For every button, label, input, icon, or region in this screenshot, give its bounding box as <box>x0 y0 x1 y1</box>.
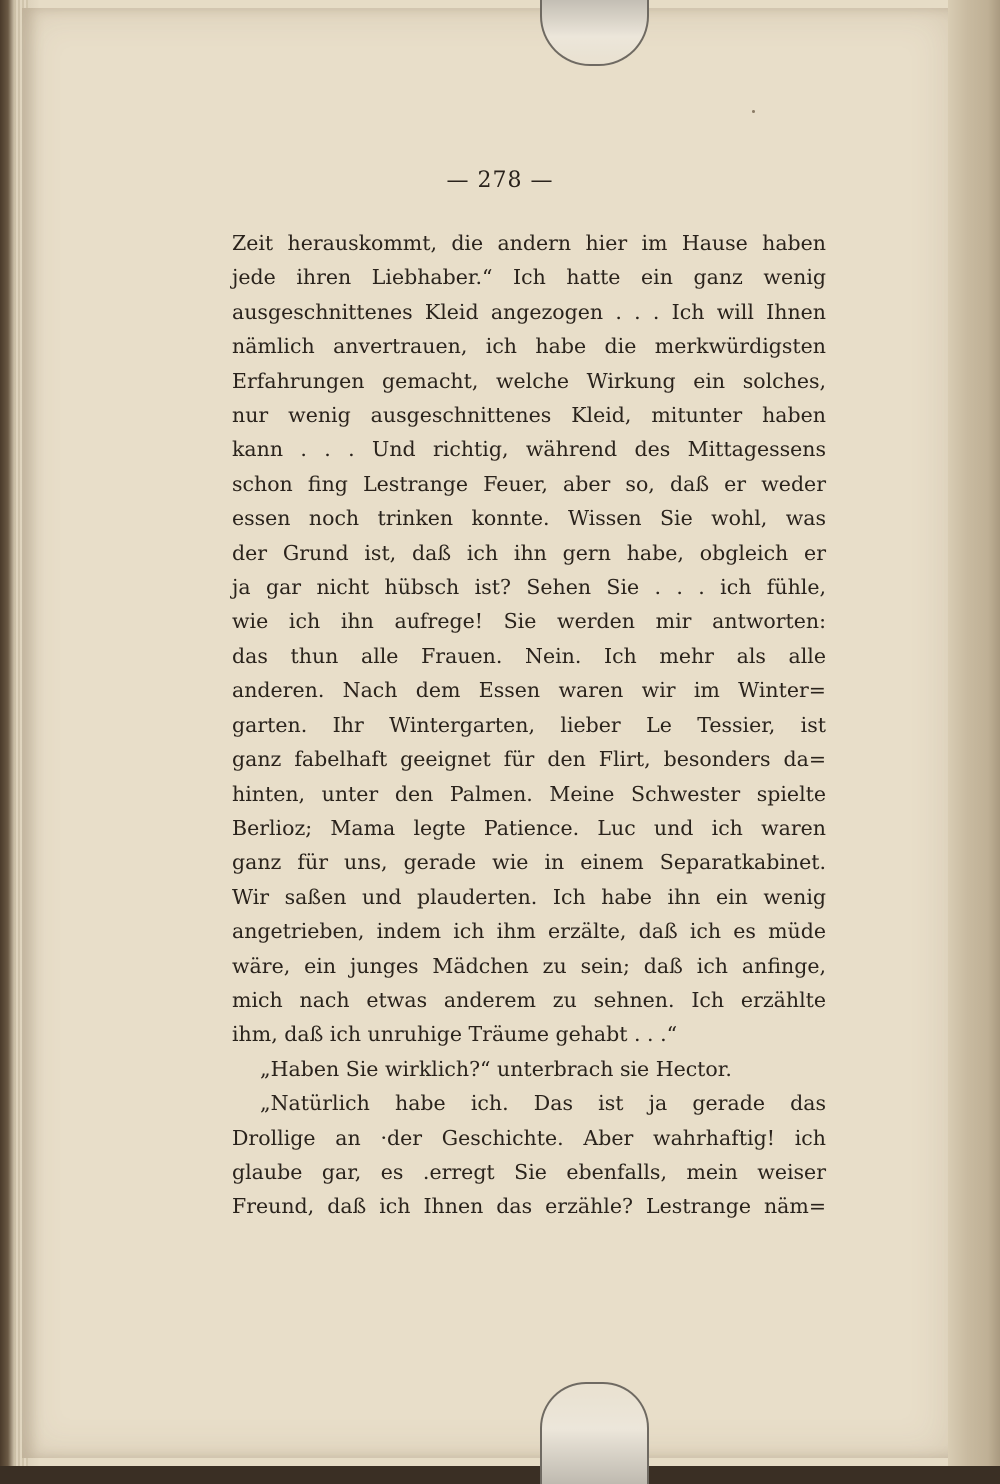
paper-speck <box>752 110 755 113</box>
text-line: ihm, daß ich unruhige Träume gehabt . . .“ <box>232 1022 678 1047</box>
text-line: ganz für uns, gerade wie in einem Separatkabinet. <box>232 850 826 875</box>
text-line: garten. Ihr Wintergarten, lieber Le Tessier, ist <box>232 712 826 737</box>
text-line: Drollige an ·der Geschichte. Aber wahrhaftig! ich <box>232 1125 826 1150</box>
text-line: ausgeschnittenes Kleid angezogen . . . Ich will Ihnen <box>232 299 826 324</box>
text-line: anderen. Nach dem Essen waren wir im Winter= <box>232 678 826 703</box>
text-line: nämlich anvertrauen, ich habe die merkwürdigsten <box>232 334 826 359</box>
text-line: glaube gar, es .erregt Sie ebenfalls, mein weiser <box>232 1159 826 1184</box>
text-line: jede ihren Liebhaber.“ Ich hatte ein ganz wenig <box>232 265 826 290</box>
text-line: ja gar nicht hübsch ist? Sehen Sie . . . ich fühle, <box>232 575 826 600</box>
text-line: der Grund ist, daß ich ihn gern habe, obgleich er <box>232 540 826 565</box>
text-line: Berlioz; Mama legte Patience. Luc und ich waren <box>232 815 826 840</box>
text-line: hinten, unter den Palmen. Meine Schwester spielte <box>232 781 826 806</box>
text-line: Erfahrungen gemacht, welche Wirkung ein solches, <box>232 368 826 393</box>
text-line: „Haben Sie wirklich?“ unterbrach sie Hector. <box>260 1056 732 1081</box>
text-line: schon fing Lestrange Feuer, aber so, daß er weder <box>232 471 826 496</box>
text-line: das thun alle Frauen. Nein. Ich mehr als alle <box>232 643 826 668</box>
page-clip-bottom <box>540 1382 649 1484</box>
page-stack-right-edge <box>948 0 1000 1466</box>
page-number: — 278 — <box>446 168 554 193</box>
text-line: nur wenig ausgeschnittenes Kleid, mitunter haben <box>232 403 826 428</box>
text-line: Zeit herauskommt, die andern hier im Hause haben <box>232 231 826 255</box>
body-text <box>232 226 826 1224</box>
text-line: mich nach etwas anderem zu sehnen. Ich erzählte <box>232 987 826 1012</box>
text-line: wäre, ein junges Mädchen zu sein; daß ich anfinge, <box>232 953 826 978</box>
text-line: Freund, daß ich Ihnen das erzähle? Lestrange näm= <box>232 1194 826 1219</box>
text-line: kann . . . Und richtig, während des Mittagessens <box>232 437 826 462</box>
text-line: essen noch trinken konnte. Wissen Sie wohl, was <box>232 506 826 531</box>
text-line: „Natürlich habe ich. Das ist ja gerade das <box>260 1091 826 1116</box>
text-line: ganz fabelhaft geeignet für den Flirt, besonders da= <box>232 747 826 772</box>
text-line: wie ich ihn aufrege! Sie werden mir antworten: <box>232 609 826 634</box>
text-line: angetrieben, indem ich ihm erzälte, daß ich es müde <box>232 919 826 944</box>
text-line: Wir saßen und plauderten. Ich habe ihn ein wenig <box>232 884 826 909</box>
